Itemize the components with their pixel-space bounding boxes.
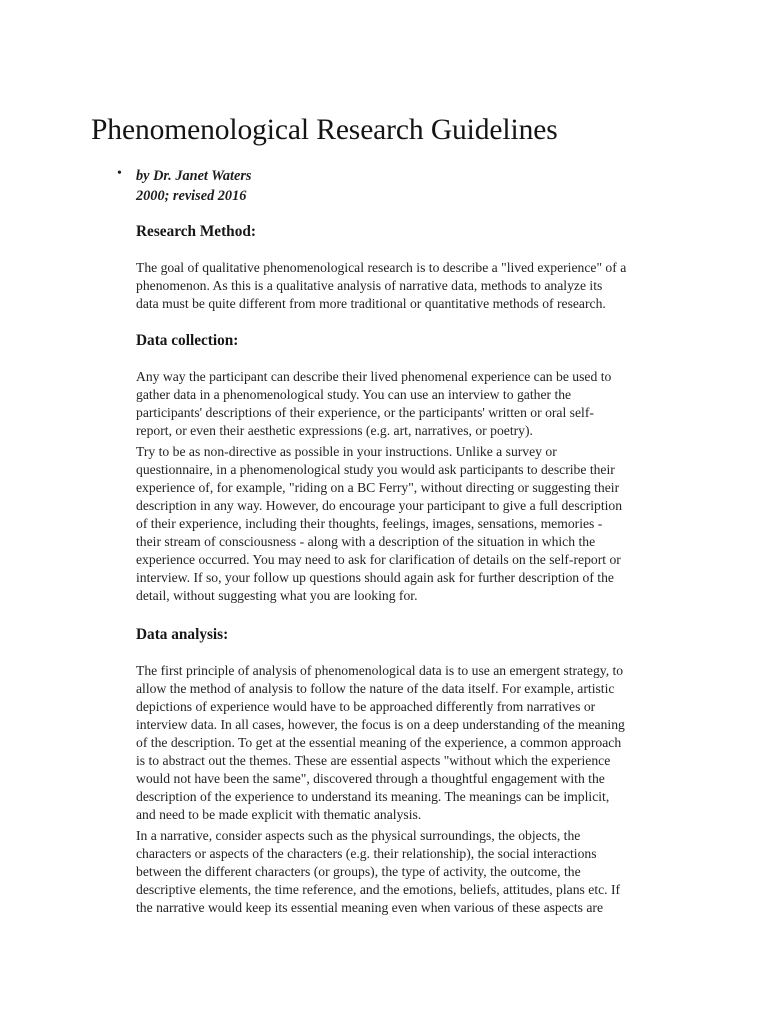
text-line: the narrative would keep its essential meaning even when various of these aspects are xyxy=(136,899,604,915)
text-line: In a narrative, consider aspects such as the physical surroundings, the objects, the xyxy=(136,828,581,843)
paragraph-research-method xyxy=(136,259,626,313)
section-heading-research-method: Research Method: xyxy=(136,223,256,240)
text-line: The first principle of analysis of phenomenological data is to use an emergent strategy, to xyxy=(136,663,624,678)
text-line: report, or even their aesthetic expressions (e.g. art, narratives, or poetry). xyxy=(136,422,533,438)
text-line: interview data. In all cases, however, the focus is on a deep understanding of the meaning xyxy=(136,716,625,732)
byline-date: 2000; revised 2016 xyxy=(136,188,247,204)
text-line: interview. If so, your follow up questions should again ask for further description of the xyxy=(136,569,614,585)
text-line: gather data in a phenomenological study. You can use an interview to gather the xyxy=(136,386,572,402)
text-line: questionnaire, in a phenomenological study you would ask participants to describe their xyxy=(136,461,615,477)
text-line: depictions of experience would have to be approached differently from narratives or xyxy=(136,698,596,714)
text-line: The goal of qualitative phenomenological research is to describe a "lived experience" of a xyxy=(136,260,627,275)
paragraph-data-analysis-2 xyxy=(136,827,620,917)
text-line: is to abstract out the themes. These are essential aspects "without which the experience xyxy=(136,752,611,768)
text-line: detail, without suggesting what you are looking for. xyxy=(136,587,418,603)
text-line: description in any way. However, do encourage your participant to give a full description xyxy=(136,497,623,513)
byline xyxy=(136,166,251,206)
section-heading-data-collection: Data collection: xyxy=(136,332,239,349)
paragraph-data-collection-2 xyxy=(136,443,622,605)
text-line: of their experience, including their thoughts, feelings, images, sensations, memories - xyxy=(136,515,603,531)
text-line: between the different characters (or groups), the type of activity, the outcome, the xyxy=(136,863,581,879)
text-line: experience of, for example, "riding on a BC Ferry", without directing or suggesting their xyxy=(136,479,620,495)
text-line: Any way the participant can describe their lived phenomenal experience can be used to xyxy=(136,369,612,384)
text-line: description of the experience to understand its meaning. The meanings can be implicit, xyxy=(136,788,610,804)
paragraph-data-analysis-1 xyxy=(136,662,625,824)
section-heading-data-analysis: Data analysis: xyxy=(136,626,229,643)
text-line: their stream of consciousness - along with a description of the situation in which the xyxy=(136,533,596,549)
text-line: Try to be as non-directive as possible in your instructions. Unlike a survey or xyxy=(136,444,557,459)
text-line: phenomenon. As this is a qualitative analysis of narrative data, methods to analyze its xyxy=(136,277,603,293)
text-line: of the description. To get at the essential meaning of the experience, a common approach xyxy=(136,734,622,750)
text-line: descriptive elements, the time reference, and the emotions, beliefs, attitudes, plans etc. If xyxy=(136,881,621,897)
text-line: allow the method of analysis to follow the nature of the data itself. For example, artistic xyxy=(136,680,615,696)
text-line: characters or aspects of the characters (e.g. their relationship), the social interactions xyxy=(136,845,597,861)
page-title: Phenomenological Research Guidelines xyxy=(91,114,558,146)
text-line: experience occurred. You may need to ask for clarification of details on the self-report or xyxy=(136,551,621,567)
paragraph-data-collection-1 xyxy=(136,368,611,440)
text-line: and need to be made explicit with thematic analysis. xyxy=(136,806,422,822)
byline-author: by Dr. Janet Waters xyxy=(136,168,252,184)
byline-bullet: • xyxy=(117,166,122,181)
text-line: would not have been the same", discovered through a thoughtful engagement with the xyxy=(136,770,605,786)
text-line: participants' descriptions of their experience, or the participants' written or oral self- xyxy=(136,404,594,420)
text-line: data must be quite different from more traditional or quantitative methods of research. xyxy=(136,295,606,311)
